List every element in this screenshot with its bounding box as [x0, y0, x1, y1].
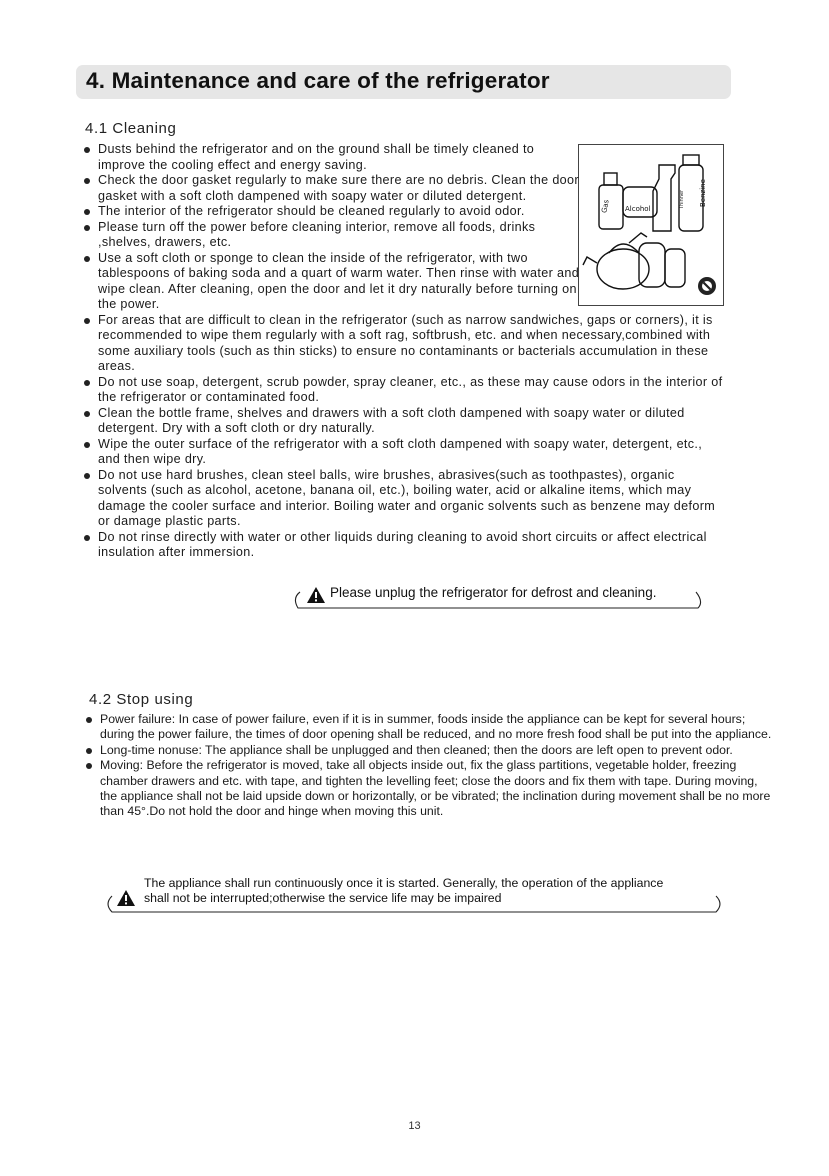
section-header-bar — [76, 65, 731, 99]
bullet-icon — [86, 717, 92, 723]
alcohol-label: Alcohol — [625, 205, 651, 213]
cleaning-list — [84, 142, 724, 561]
bullet-icon — [84, 256, 90, 262]
bullet-icon — [84, 225, 90, 231]
stop-using-section-title: 4.2 Stop using — [89, 691, 194, 708]
list-item: For areas that are difficult to clean in the refrigerator (such as narrow sandwiches, gaps or corners), it is recommended to wipe them regularly with a soft rag, softbrush, etc. and when necessary,combined with some auxiliary tools (such as thin sticks) to ensure no contaminants or bacterials accumulation in these areas. — [84, 313, 724, 375]
list-item: Do not rinse directly with water or other liquids during cleaning to avoid short circuits or affect electrical insulation after immersion. — [84, 530, 724, 561]
list-item: Check the door gasket regularly to make sure there are no debris. Clean the door gasket with a soft cloth dampened with soapy water or diluted detergent. — [84, 173, 582, 204]
bullet-icon — [84, 209, 90, 215]
list-item: Moving: Before the refrigerator is moved, take all objects inside out, fix the glass partitions, vegetable holder, freezing chamber drawers and etc. with tape, and tighten the levelling feet; close the doors and fix them with tape. During moving, the appliance shall not be laid upside down or horizontally, or be vibrated; the inclination during movement shall be no more than 45°.Do not hold the door and hinge when moving this unit. — [86, 758, 776, 820]
continuous-operation-callout — [104, 874, 724, 914]
bullet-icon — [84, 411, 90, 417]
list-item: Do not use hard brushes, clean steel balls, wire brushes, abrasives(such as toothpastes), organic solvents (such as alcohol, acetone, banana oil, etc.), boiling water, acid or alkaline items, which may damage the cooler surface and interior. Boiling water and organic solvents such as benzene may deform or damage plastic parts. — [84, 468, 724, 530]
list-item: Clean the bottle frame, shelves and drawers with a soft cloth dampened with soapy water or diluted detergent. Dry with a soft cloth or dry naturally. — [84, 406, 724, 437]
bullet-icon — [86, 763, 92, 769]
bullet-icon — [86, 748, 92, 754]
list-item: Do not use soap, detergent, scrub powder, spray cleaner, etc., as these may cause odors in the interior of the refrigerator or contaminated food. — [84, 375, 724, 406]
cleaning-section-title: 4.1 Cleaning — [85, 120, 177, 137]
list-item: Long-time nonuse: The appliance shall be unplugged and then cleaned; then the doors are left open to prevent odor. — [86, 743, 776, 758]
bullet-icon — [84, 318, 90, 324]
page-title: 4. Maintenance and care of the refrigerator — [86, 68, 550, 93]
gas-label: Gas — [600, 199, 611, 214]
bullet-icon — [84, 473, 90, 479]
unplug-warning-text: Please unplug the refrigerator for defrost and cleaning. — [330, 585, 657, 600]
bullet-icon — [84, 442, 90, 448]
list-item: Power failure: In case of power failure, even if it is in summer, foods inside the appliance can be kept for several hours; during the power failure, the times of door opening shall be reduced, and no more fresh food shall be put into the appliance. — [86, 712, 776, 743]
continuous-operation-text-line1: The appliance shall run continuously once it is started. Generally, the operation of the appliance — [144, 876, 664, 890]
list-item: Dusts behind the refrigerator and on the ground shall be timely cleaned to improve the cooling effect and energy saving. — [84, 142, 582, 173]
bullet-icon — [84, 380, 90, 386]
page-number: 13 — [408, 1120, 421, 1132]
warning-icon — [306, 586, 326, 604]
unplug-warning-callout — [292, 584, 704, 614]
benzine-label: Benzine — [699, 179, 707, 207]
bullet-icon — [84, 535, 90, 541]
thinner-label: Thinner — [679, 189, 685, 209]
list-item: Wipe the outer surface of the refrigerator with a soft cloth dampened with soapy water, detergent, etc., and then wipe dry. — [84, 437, 724, 468]
list-item: Use a soft cloth or sponge to clean the inside of the refrigerator, with two tablespoons of baking soda and a quart of warm water. Then rinse with water and wipe clean. After cleaning, open the door and let it dry naturally before turning on the power. — [84, 251, 582, 313]
bullet-icon — [84, 178, 90, 184]
list-item: Please turn off the power before cleaning interior, remove all foods, drinks ,shelves, drawers, etc. — [84, 220, 582, 251]
warning-icon — [116, 889, 136, 907]
bullet-icon — [84, 147, 90, 153]
continuous-operation-text-line2: shall not be interrupted;otherwise the service life may be impaired — [144, 891, 502, 905]
stop-using-list — [86, 712, 776, 820]
list-item: The interior of the refrigerator should be cleaned regularly to avoid odor. — [84, 204, 724, 220]
